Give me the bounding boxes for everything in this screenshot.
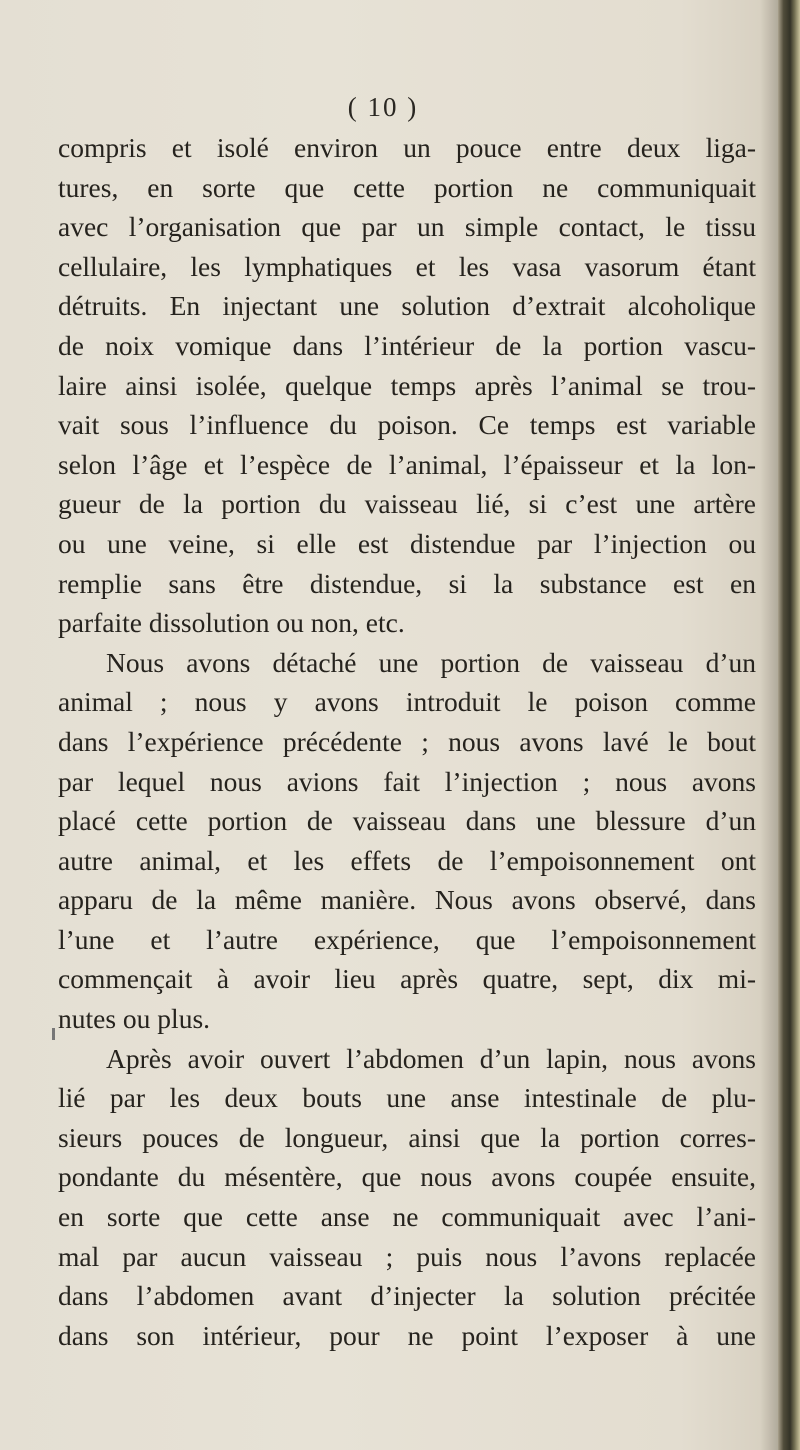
margin-mark <box>52 1028 55 1040</box>
text-line: par lequel nous avions fait l’injection ; nous avons <box>58 765 756 797</box>
text-line: sieurs pouces de longueur, ainsi que la portion corres- <box>58 1121 756 1153</box>
text-line: dans l’abdomen avant d’injecter la solution précitée <box>58 1280 756 1312</box>
binding-shadow <box>760 0 778 1450</box>
text-line: de noix vomique dans l’intérieur de la portion vascu- <box>58 329 756 361</box>
text-line: Après avoir ouvert l’abdomen d’un lapin, nous avons <box>106 1042 756 1074</box>
text-line: mal par aucun vaisseau ; puis nous l’avons replacée <box>58 1240 756 1272</box>
text-line: gueur de la portion du vaisseau lié, si c’est une artère <box>58 488 756 520</box>
text-line: cellulaire, les lymphatiques et les vasa vasorum étant <box>58 250 756 282</box>
text-line: compris et isolé environ un pouce entre deux liga- <box>58 132 756 163</box>
text-line: ou une veine, si elle est distendue par l’injection ou <box>58 527 756 559</box>
text-line: détruits. En injectant une solution d’extrait alcoholique <box>58 290 756 322</box>
text-line: dans l’expérience précédente ; nous avons lavé le bout <box>58 725 756 757</box>
text-line: commençait à avoir lieu après quatre, sept, dix mi- <box>58 963 756 995</box>
text-line: en sorte que cette anse ne communiquait avec l’ani- <box>58 1201 756 1233</box>
body-text <box>58 128 756 1355</box>
text-line: apparu de la même manière. Nous avons observé, dans <box>58 884 756 916</box>
text-line: laire ainsi isolée, quelque temps après l’animal se trou- <box>58 369 756 401</box>
text-line: placé cette portion de vaisseau dans une blessure d’un <box>58 805 756 837</box>
page-number: ( 10 ) <box>347 92 419 122</box>
text-line: selon l’âge et l’espèce de l’animal, l’épaisseur et la lon- <box>58 448 756 480</box>
page-edge <box>778 0 800 1450</box>
text-line: l’une et l’autre expérience, que l’empoisonnement <box>58 923 756 955</box>
text-line: parfaite dissolution ou non, etc. <box>58 607 405 639</box>
text-line: nutes ou plus. <box>58 1003 211 1035</box>
text-line: pondante du mésentère, que nous avons coupée ensuite, <box>58 1161 756 1193</box>
text-line: avec l’organisation que par un simple contact, le tissu <box>58 211 756 243</box>
text-line: vait sous l’influence du poison. Ce temps est variable <box>58 409 756 441</box>
text-line: tures, en sorte que cette portion ne communiquait <box>58 171 756 203</box>
text-line: remplie sans être distendue, si la substance est en <box>58 567 756 599</box>
text-line: Nous avons détaché une portion de vaisseau d’un <box>106 646 756 678</box>
text-line: dans son intérieur, pour ne point l’exposer à une <box>58 1319 756 1351</box>
text-line: animal ; nous y avons introduit le poison comme <box>58 686 756 718</box>
text-line: lié par les deux bouts une anse intestinale de plu- <box>58 1082 756 1114</box>
text-line: autre animal, et les effets de l’empoisonnement ont <box>58 844 756 876</box>
